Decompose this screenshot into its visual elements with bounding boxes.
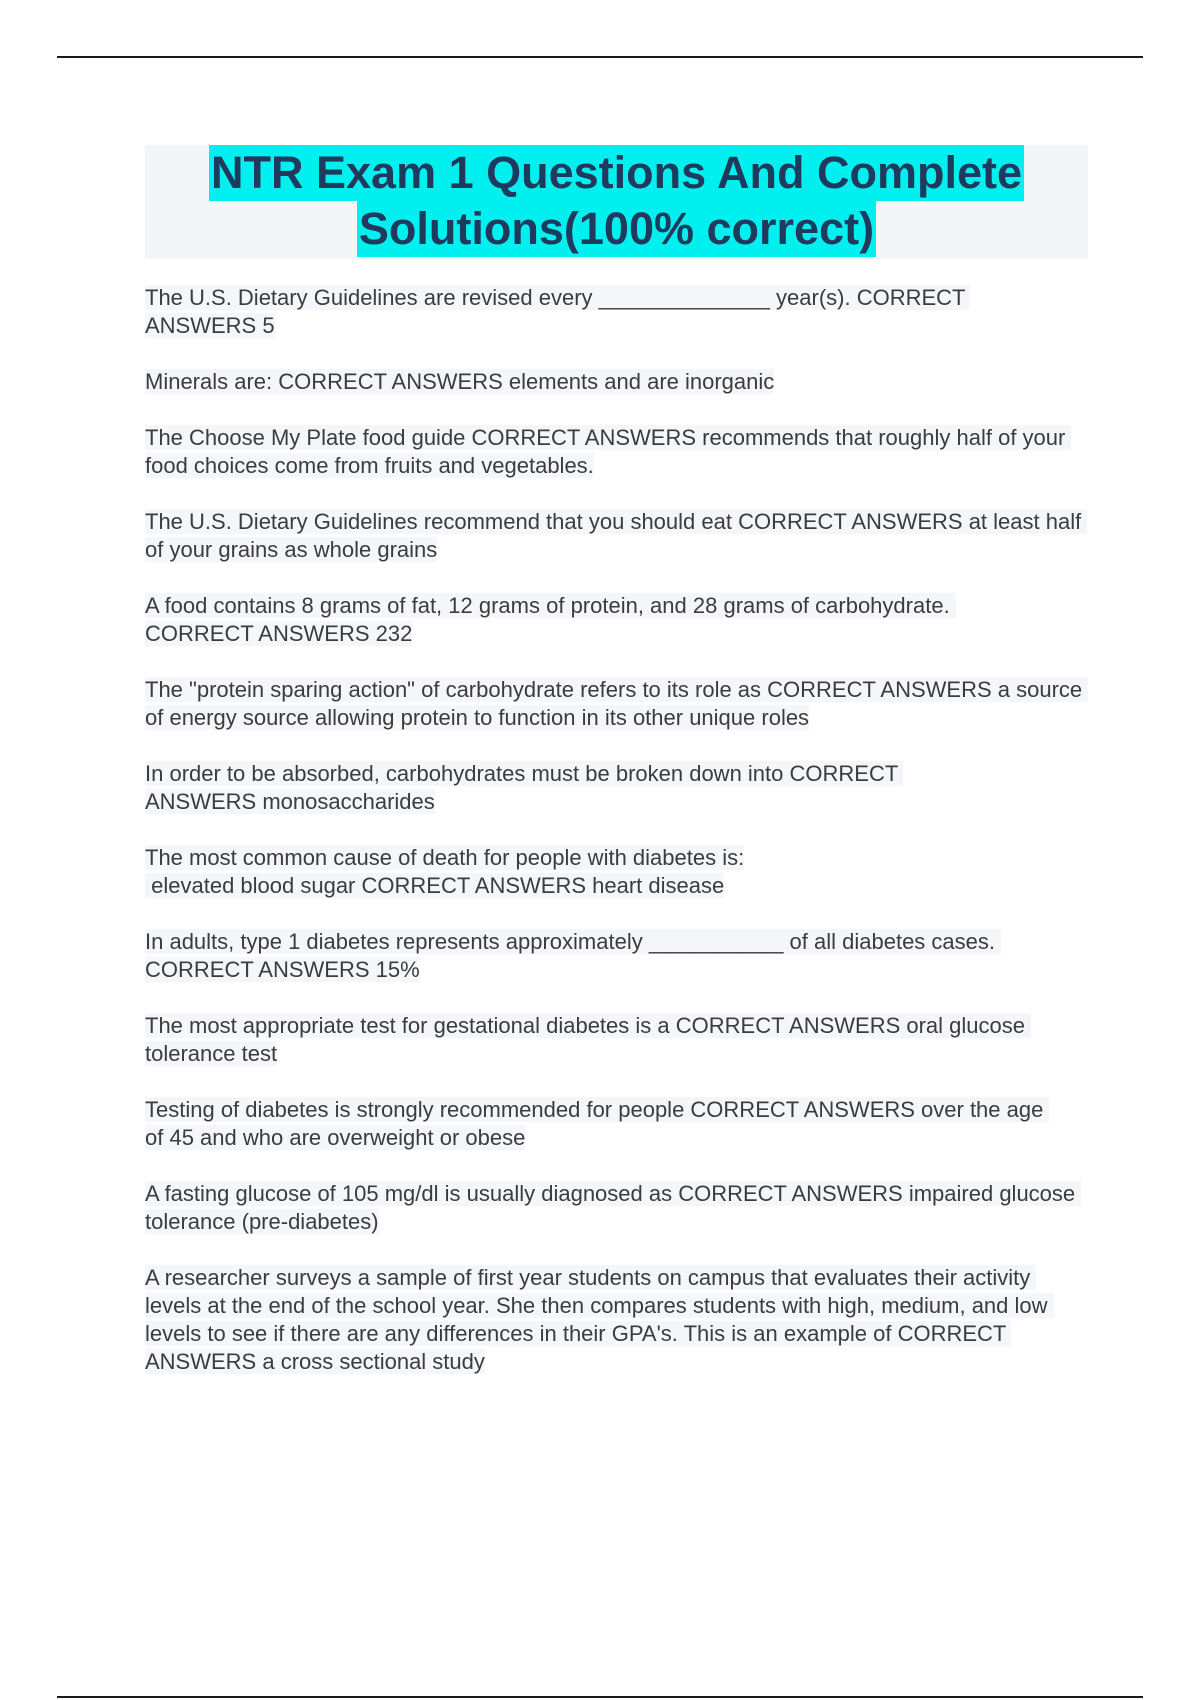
top-divider [57, 56, 1143, 58]
question-item: A fasting glucose of 105 mg/dl is usually diagnosed as CORRECT ANSWERS impaired glucose tolerance (pre-diabetes) [145, 1181, 1082, 1234]
question-item: A food contains 8 grams of fat, 12 grams of protein, and 28 grams of carbohydrate. CORRECT ANSWERS 232 [145, 593, 956, 646]
question-item: In adults, type 1 diabetes represents approximately ___________ of all diabetes cases. CORRECT ANSWERS 15% [145, 929, 1002, 982]
question-item: The U.S. Dietary Guidelines are revised every ______________ year(s). CORRECT ANSWERS 5 [145, 285, 971, 338]
question-item: A researcher surveys a sample of first year students on campus that evaluates their activity levels at the end of the school year. She then compares students with high, medium, and low levels to see if there are any differences in their GPA's. This is an example of CORRECT ANSWERS a cross sectional study [145, 1265, 1054, 1374]
question-item: In order to be absorbed, carbohydrates must be broken down into CORRECT ANSWERS monosaccharides [145, 761, 904, 814]
document-title [145, 145, 1088, 259]
question-list [145, 284, 1095, 1404]
bottom-divider [57, 1696, 1143, 1698]
title-line-1: NTR Exam 1 Questions And Complete [209, 145, 1024, 201]
question-item: The most common cause of death for people with diabetes is: elevated blood sugar CORRECT ANSWERS heart disease [145, 845, 745, 898]
question-item: Testing of diabetes is strongly recommended for people CORRECT ANSWERS over the age of 45 and who are overweight or obese [145, 1097, 1050, 1150]
question-item: The most appropriate test for gestational diabetes is a CORRECT ANSWERS oral glucose tolerance test [145, 1013, 1032, 1066]
question-item: The "protein sparing action" of carbohydrate refers to its role as CORRECT ANSWERS a source of energy source allowing protein to function in its other unique roles [145, 677, 1089, 730]
question-item: The U.S. Dietary Guidelines recommend that you should eat CORRECT ANSWERS at least half of your grains as whole grains [145, 509, 1088, 562]
title-line-2: Solutions(100% correct) [357, 201, 876, 257]
question-item: The Choose My Plate food guide CORRECT ANSWERS recommends that roughly half of your food choices come from fruits and vegetables. [145, 425, 1072, 478]
question-item: Minerals are: CORRECT ANSWERS elements and are inorganic [145, 369, 775, 394]
